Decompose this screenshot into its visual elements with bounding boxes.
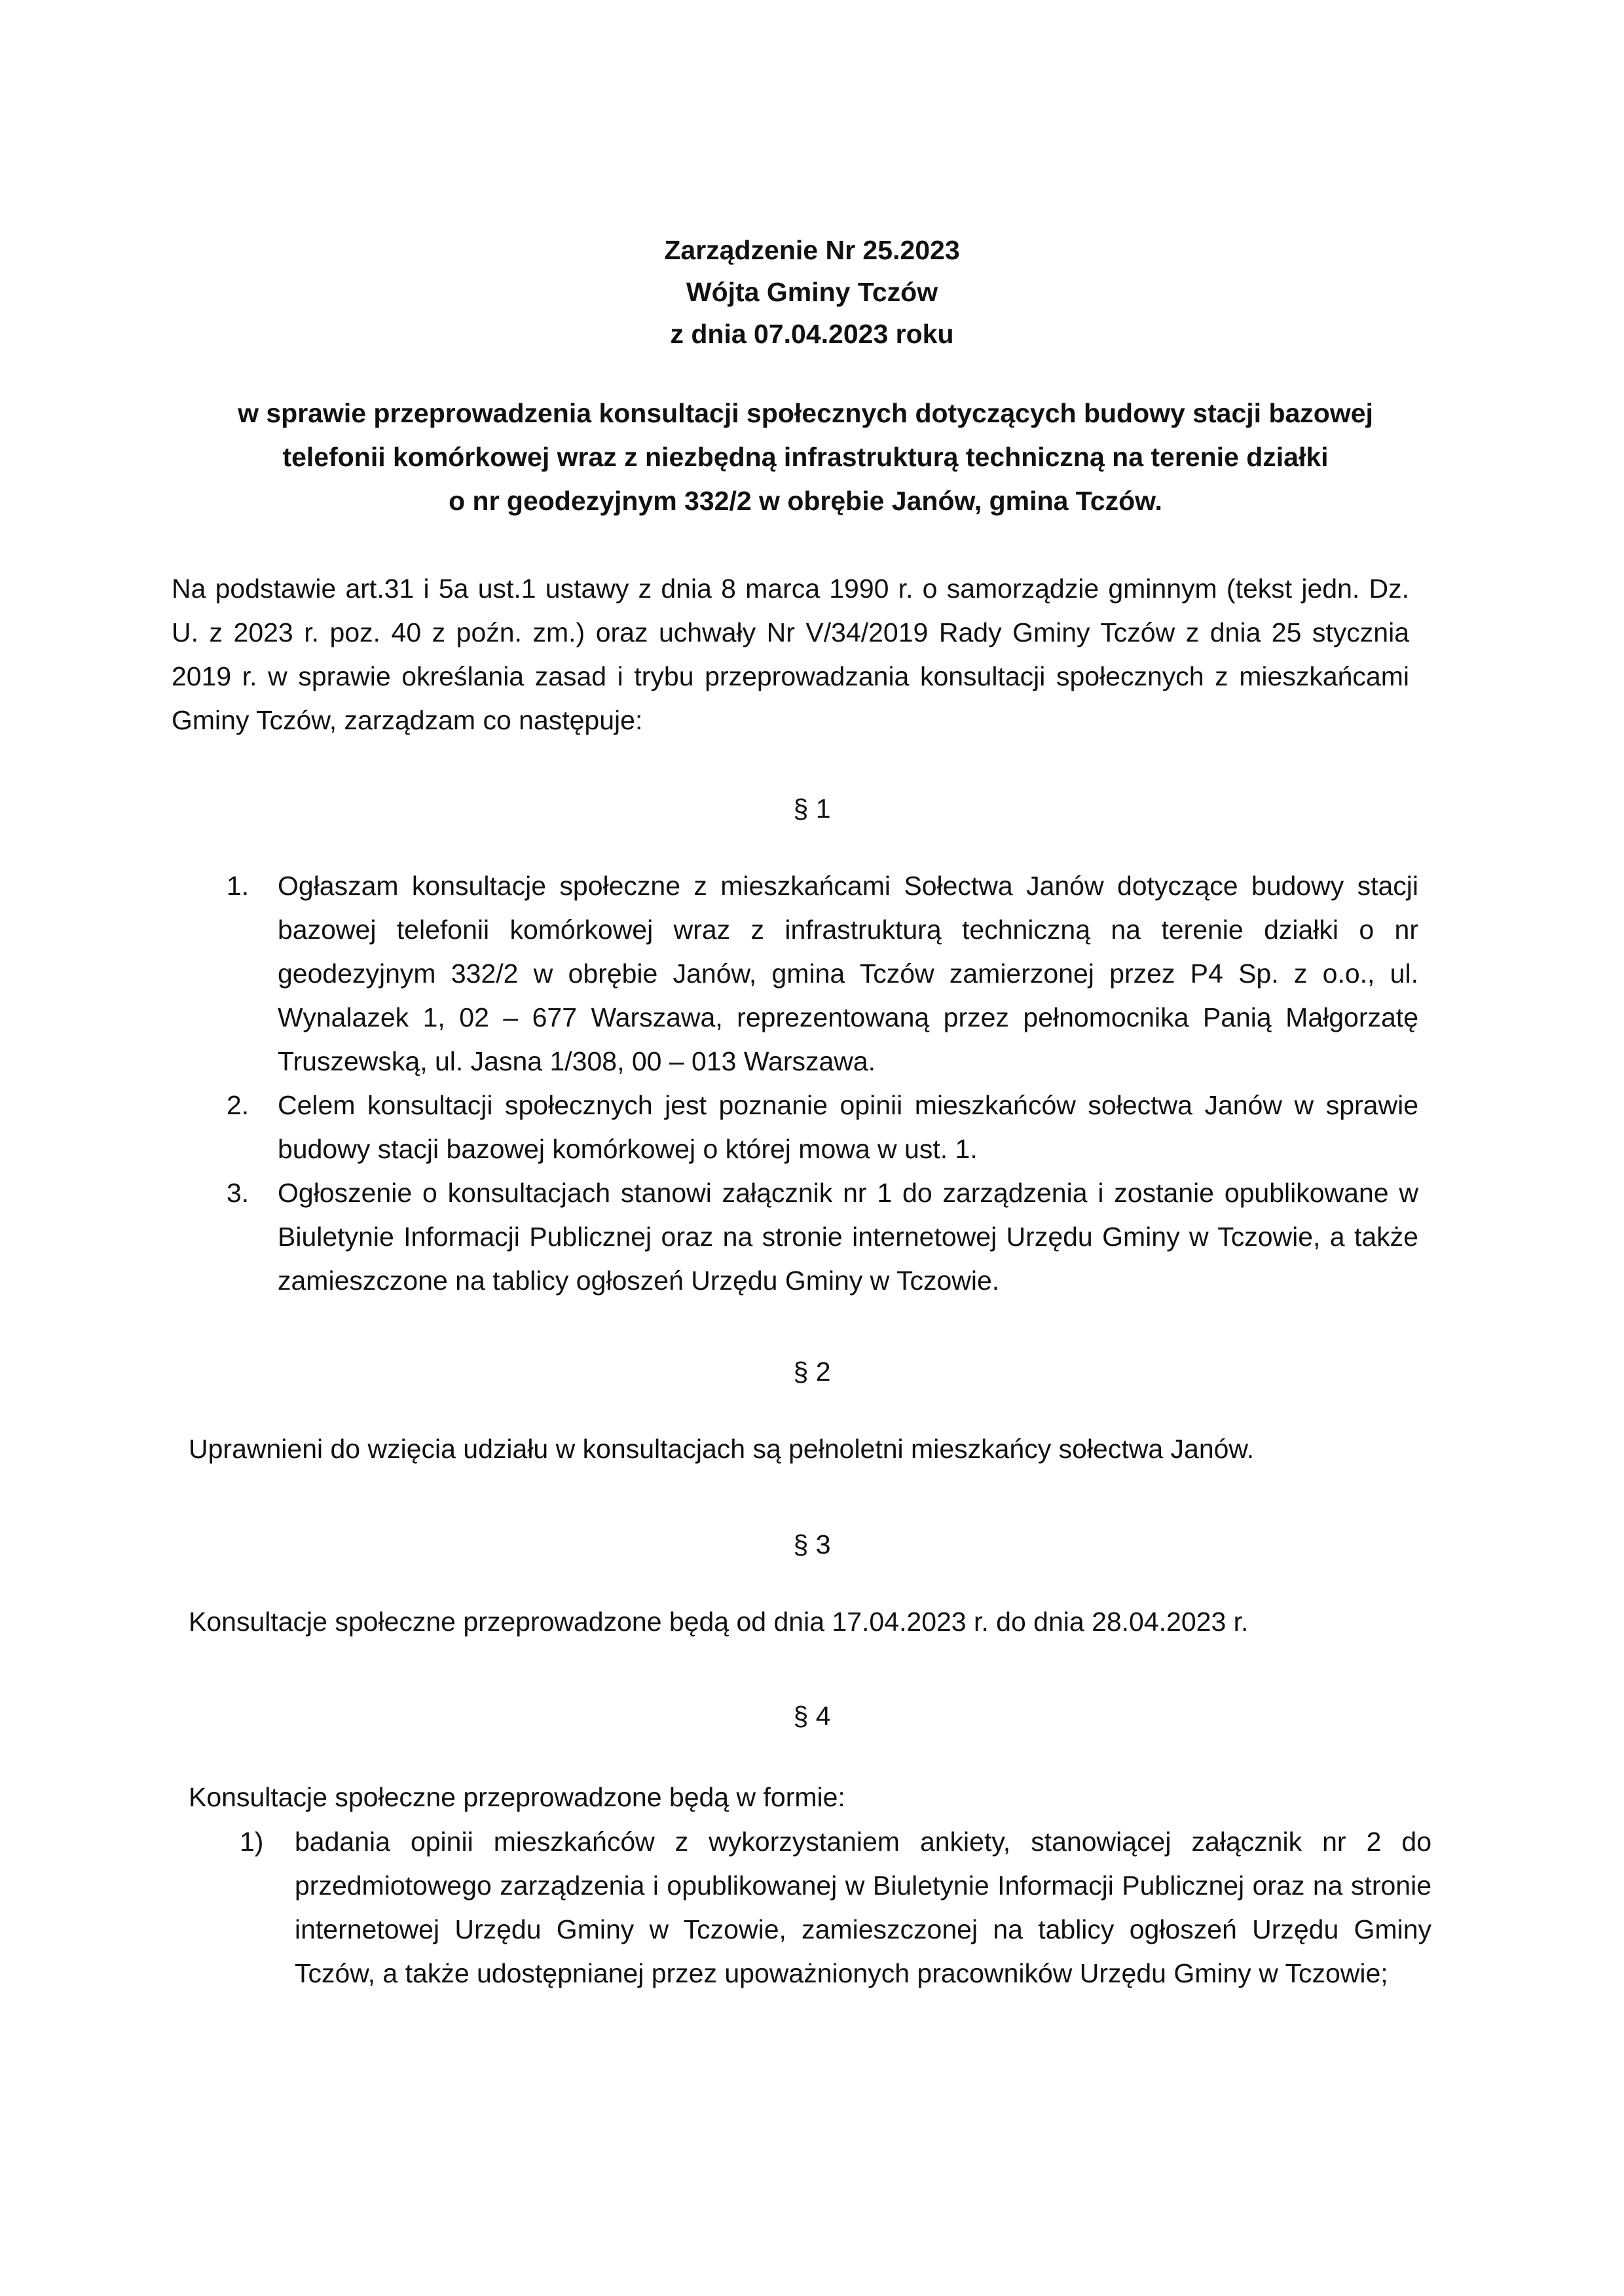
section-4-list [240,1820,1431,1995]
list-item-text: Celem konsultacji społecznych jest poznanie opinii mieszkańców sołectwa Janów w sprawie budowy stacji bazowej komórkowej o której mowa w ust. 1. [278,1090,1418,1164]
list-item [227,864,1418,1084]
section-3-heading: § 3 [793,1529,831,1559]
section-4-heading: § 4 [793,1701,831,1731]
section-1-list [227,864,1418,1303]
list-item-number: 1) [240,1827,264,1857]
list-item [227,1084,1418,1171]
decree-subject [151,392,1460,523]
list-item [240,1820,1431,1995]
section-3-text: Konsultacje społeczne przeprowadzone będą od dnia 17.04.2023 r. do dnia 28.04.2023 r. [189,1607,1249,1637]
subject-line: o nr geodezyjnym 332/2 w obrębie Janów, gmina Tczów. [449,486,1162,516]
subject-line: w sprawie przeprowadzenia konsultacji społecznych dotyczących budowy stacji bazowej [238,398,1373,428]
issuer: Wójta Gminy Tczów [686,277,938,307]
list-item-number: 2. [227,1090,249,1120]
list-item-text: badania opinii mieszkańców z wykorzystaniem ankiety, stanowiącej załącznik nr 2 do przedmiotowego zarządzenia i opublikowanej w Biuletynie Informacji Publicznej oraz na stronie internetowej Urzędu Gminy w Tczowie, zamieszczonej na tablicy ogłoszeń Urzędu Gminy Tczów, a także udostępnianej przez upoważnionych pracowników Urzędu Gminy w Tczowie; [295,1827,1431,1988]
section-2-heading: § 2 [793,1357,831,1387]
decree-number: Zarządzenie Nr 25.2023 [664,235,960,265]
section-2-text: Uprawnieni do wzięcia udziału w konsultacjach są pełnoletni mieszkańcy sołectwa Janów. [189,1434,1255,1464]
list-item-text: Ogłoszenie o konsultacjach stanowi załącznik nr 1 do zarządzenia i zostanie opublikowane w Biuletynie Informacji Publicznej oraz na stronie internetowej Urzędu Gminy w Tczowie, a także zamieszczone na tablicy ogłoszeń Urzędu Gminy w Tczowie. [278,1178,1418,1296]
legal-basis-paragraph: Na podstawie art.31 i 5a ust.1 ustawy z dnia 8 marca 1990 r. o samorządzie gminnym (tekst jedn. Dz. U. z 2023 r. poz. 40 z poźn. zm.) oraz uchwały Nr V/34/2019 Rady Gminy Tczów z dnia 25 stycznia 2019 r. w sprawie określania zasad i trybu przeprowadzania konsultacji społecznych z mieszkańcami Gminy Tczów, zarządzam co następuje: [172,574,1409,735]
subject-line: telefonii komórkowej wraz z niezbędną infrastrukturą techniczną na terenie działki [282,442,1329,472]
list-item-text: Ogłaszam konsultacje społeczne z mieszkańcami Sołectwa Janów dotyczące budowy stacji bazowej telefonii komórkowej wraz z infrastrukturą techniczną na terenie działki o nr geodezyjnym 332/2 w obrębie Janów, gmina Tczów zamierzonej przez P4 Sp. z o.o., ul. Wynalazek 1, 02 – 677 Warszawa, reprezentowaną przez pełnomocnika Panią Małgorzatę Truszewską, ul. Jasna 1/308, 00 – 013 Warszawa. [278,871,1418,1076]
section-1-heading: § 1 [793,793,831,824]
decree-date: z dnia 07.04.2023 roku [670,319,954,349]
document-header [0,229,1624,355]
list-item [227,1171,1418,1303]
section-4-intro: Konsultacje społeczne przeprowadzone będą w formie: [189,1782,845,1812]
list-item-number: 1. [227,871,249,901]
list-item-number: 3. [227,1178,249,1208]
